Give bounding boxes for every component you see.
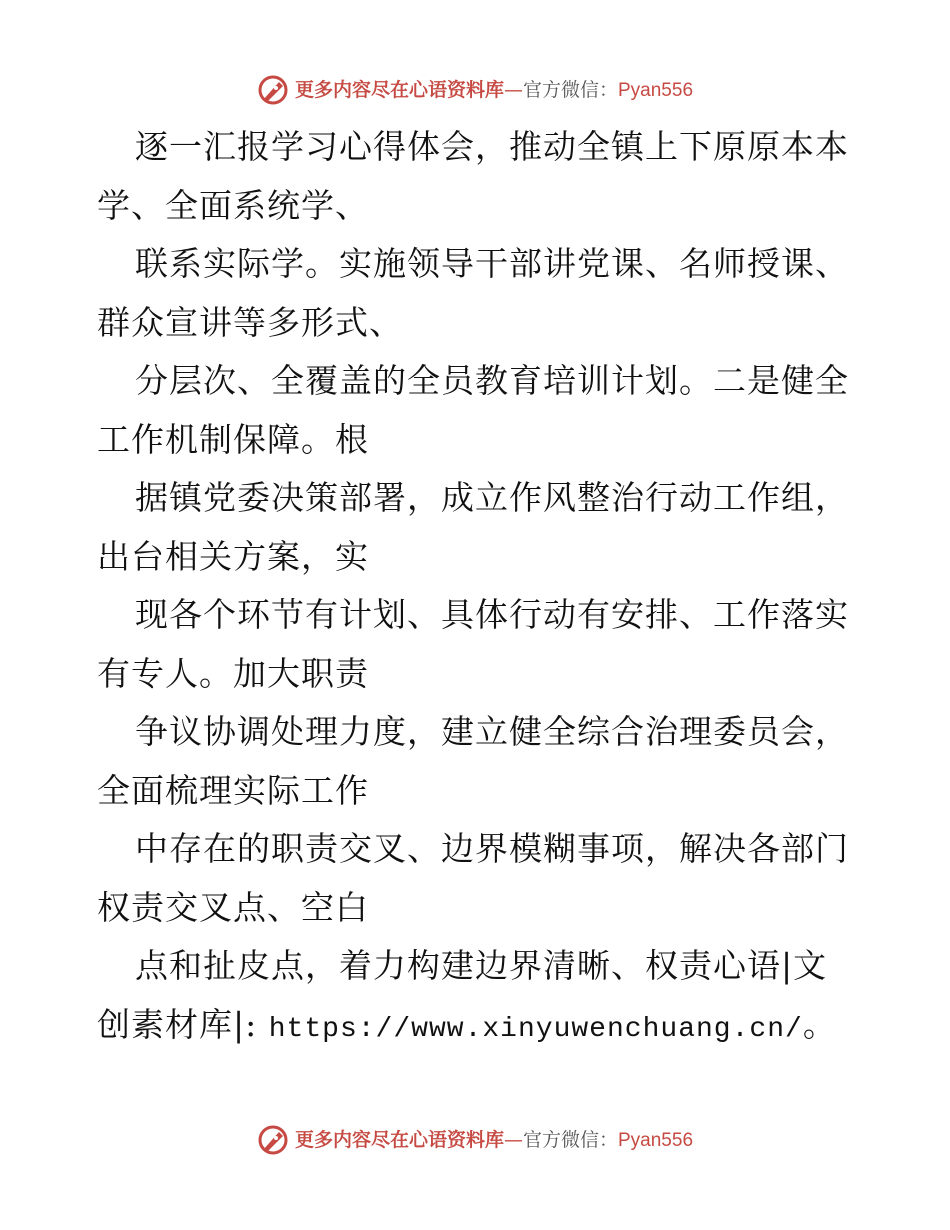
banner-text: [294, 78, 694, 101]
banner-wechat-label: 官方微信：: [522, 78, 618, 101]
banner-main-text: 更多内容尽在心语资料库: [294, 1128, 504, 1151]
header-watermark: [0, 70, 950, 110]
text-line: 逐一汇报学习心得体会，推动全镇上下原原本本: [135, 127, 849, 166]
footer-watermark: [0, 1120, 950, 1160]
text-line: 中存在的职责交叉、边界模糊事项，解决各部门: [135, 829, 849, 868]
text-line-with-url: [97, 996, 857, 1055]
text-line: 联系实际学。实施领导干部讲党课、名师授课、: [135, 244, 849, 283]
pen-nib-logo-icon: [257, 74, 289, 106]
text-line: 出台相关方案，实: [97, 536, 369, 576]
text-line: 争议协调处理力度，建立健全综合治理委员会，: [135, 712, 849, 751]
text-line: 全面梳理实际工作: [97, 770, 369, 810]
banner-dash: —: [503, 1128, 523, 1151]
text-line: 据镇党委决策部署，成立作风整治行动工作组，: [135, 478, 849, 517]
document-body: [97, 118, 857, 1054]
text-line: 现各个环节有计划、具体行动有安排、工作落实: [135, 595, 849, 634]
banner-wechat-id: Pyan556: [618, 1129, 694, 1151]
text-line: 点和扯皮点，着力构建边界清晰、权责心语|文: [135, 946, 828, 985]
banner-main-text: 更多内容尽在心语资料库: [294, 78, 504, 101]
text-line: 工作机制保障。根: [97, 419, 369, 459]
banner-text: [294, 1128, 694, 1151]
banner-wechat-label: 官方微信：: [522, 1128, 618, 1151]
text-line-prefix: 创素材库|:: [97, 1004, 269, 1044]
text-line: 分层次、全覆盖的全员教育培训计划。二是健全: [135, 361, 849, 400]
text-line: 有专人。加大职责: [97, 653, 369, 693]
banner-dash: —: [503, 78, 523, 101]
text-line: 权责交叉点、空白: [97, 887, 369, 927]
text-line: 群众宣讲等多形式、: [97, 302, 403, 342]
text-line-end: 。: [802, 1004, 837, 1044]
text-line: 学、全面系统学、: [97, 185, 369, 225]
source-url-link[interactable]: https://www.xinyuwenchuang.cn/: [268, 1013, 803, 1045]
banner-wechat-id: Pyan556: [618, 79, 694, 101]
pen-nib-logo-icon: [257, 1124, 289, 1156]
